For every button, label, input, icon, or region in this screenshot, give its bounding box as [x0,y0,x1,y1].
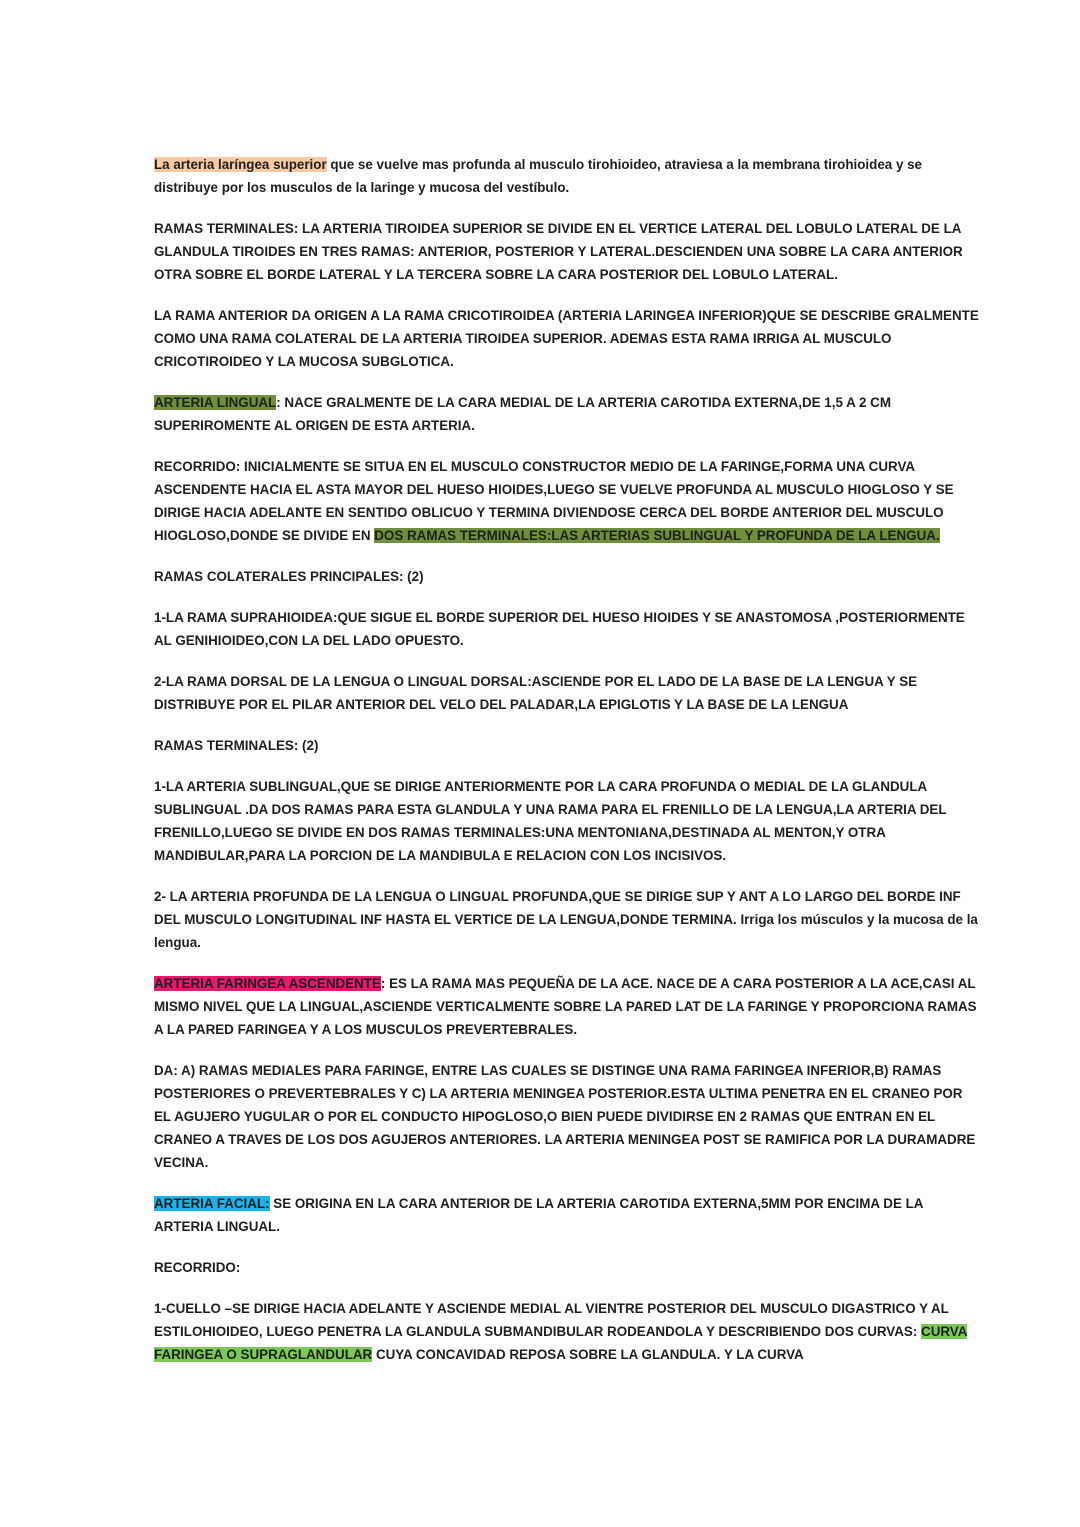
paragraph-terminal-heading: RAMAS TERMINALES: (2) [154,738,319,753]
paragraph-laryngeal-superior [154,153,980,199]
highlight-lingual-artery: ARTERIA LINGUAL [154,395,277,410]
highlight-pharyngeal-curve: CURVA FARINGEA O SUPRAGLANDULAR [154,1324,968,1362]
paragraph-dorsal-lingual-branch: 2-LA RAMA DORSAL DE LA LENGUA O LINGUAL DORSAL:ASCIENDE POR EL LADO DE LA BASE DE LA LENGUA Y SE DISTRIBUYE POR EL PILAR ANTERIOR DEL VELO DEL PALADAR,LA EPIGLOTIS Y LA BASE DE LA LENGUA [154,674,918,712]
paragraph-collateral-heading: RAMAS COLATERALES PRINCIPALES: (2) [154,569,424,584]
paragraph-course-heading: RECORRIDO: [154,1260,241,1275]
highlight-ascending-pharyngeal: ARTERIA FARINGEA ASCENDENTE [154,976,381,991]
paragraph-text: que se vuelve mas profunda al musculo tirohioideo, atraviesa a la membrana tirohioidea y se distribuye por los musculos de la laringe y mucosa del vestíbulo. [154,157,923,195]
paragraph-lingual-artery [154,391,980,437]
paragraph-sublingual-artery: 1-LA ARTERIA SUBLINGUAL,QUE SE DIRIGE ANTERIORMENTE POR LA CARA PROFUNDA O MEDIAL DE LA GLANDULA SUBLINGUAL .DA DOS RAMAS PARA ESTA GLANDULA Y UNA RAMA PARA EL FRENILLO DE LA LENGUA,LA ARTERIA DEL FRENILLO,LUEGO SE DIVIDE EN DOS RAMAS TERMINALES:UNA MENTONIANA,DESTINADA AL MENTON,Y OTRA MANDIBULAR,PARA LA PORCION DE LA MANDIBULA E RELACION CON LOS INCISIVOS. [154,779,947,863]
paragraph-facial-artery [154,1192,980,1238]
paragraph-text: 1-CUELLO –SE DIRIGE HACIA ADELANTE Y ASCIENDE MEDIAL AL VIENTRE POSTERIOR DEL MUSCULO DIGASTRICO Y AL ESTILOHIOIDEO, LUEGO PENETRA LA GLANDULA SUBMANDIBULAR RODEANDOLA Y DESCRIBIENDO DOS CURVAS: [154,1301,949,1339]
paragraph-pharyngeal-branches: DA: A) RAMAS MEDIALES PARA FARINGE, ENTRE LAS CUALES SE DISTINGE UNA RAMA FARINGEA INFERIOR,B) RAMAS POSTERIORES O PREVERTEBRALES Y C) LA ARTERIA MENINGEA POSTERIOR.ESTA ULTIMA PENETRA EN EL CRANEO POR EL AGUJERO YUGULAR O POR EL CONDUCTO HIPOGLOSO,O BIEN PUEDE DIVIDIRSE EN 2 RAMAS QUE ENTRAN EN EL CRANEO A TRAVES DE LOS DOS AGUJEROS ANTERIORES. LA ARTERIA MENINGEA POST SE RAMIFICA POR LA DURAMADRE VECINA. [154,1063,976,1170]
document-page [154,153,980,1384]
paragraph-ascending-pharyngeal [154,972,980,1041]
paragraph-deep-lingual-artery: 2- LA ARTERIA PROFUNDA DE LA LENGUA O LINGUAL PROFUNDA,QUE SE DIRIGE SUP Y ANT A LO LARGO DEL BORDE INF DEL MUSCULO LONGITUDINAL INF HASTA EL VERTICE DE LA LENGUA,DONDE TERMINA. Irriga los músculos y la mucosa de la lengua. [154,889,978,950]
paragraph-suprahyoid-branch: 1-LA RAMA SUPRAHIOIDEA:QUE SIGUE EL BORDE SUPERIOR DEL HUESO HIOIDES Y SE ANASTOMOSA ,POSTERIORMENTE AL GENIHIOIDEO,CON LA DEL LADO OPUESTO. [154,610,965,648]
highlight-lingual-terminal-branches: DOS RAMAS TERMINALES:LAS ARTERIAS SUBLINGUAL Y PROFUNDA DE LA LENGUA. [374,528,940,543]
paragraph-anterior-branch: LA RAMA ANTERIOR DA ORIGEN A LA RAMA CRICOTIROIDEA (ARTERIA LARINGEA INFERIOR)QUE SE DESCRIBE GRALMENTE COMO UNA RAMA COLATERAL DE LA ARTERIA TIROIDEA SUPERIOR. ADEMAS ESTA RAMA IRRIGA AL MUSCULO CRICOTIROIDEO Y LA MUCOSA SUBGLOTICA. [154,308,979,369]
paragraph-terminal-branches-thyroid: RAMAS TERMINALES: LA ARTERIA TIROIDEA SUPERIOR SE DIVIDE EN EL VERTICE LATERAL DEL LOBULO LATERAL DE LA GLANDULA TIROIDES EN TRES RAMAS: ANTERIOR, POSTERIOR Y LATERAL.DESCIENDEN UNA SOBRE LA CARA ANTERIOR OTRA SOBRE EL BORDE LATERAL Y LA TERCERA SOBRE LA CARA POSTERIOR DEL LOBULO LATERAL. [154,221,963,282]
paragraph-text-after: CUYA CONCAVIDAD REPOSA SOBRE LA GLANDULA. Y LA CURVA [372,1347,804,1362]
paragraph-neck-course [154,1297,980,1366]
paragraph-lingual-course [154,455,980,547]
paragraph-text: RECORRIDO: INICIALMENTE SE SITUA EN EL MUSCULO CONSTRUCTOR MEDIO DE LA FARINGE,FORMA UNA CURVA ASCENDENTE HACIA EL ASTA MAYOR DEL HUESO HIOIDES,LUEGO SE VUELVE PROFUNDA AL MUSCULO HIOGLOSO Y SE DIRIGE HACIA ADELANTE EN SENTIDO OBLICUO Y TERMINA DIVIENDOSE CERCA DEL BORDE ANTERIOR DEL MUSCULO HIOGLOSO,DONDE SE DIVIDE EN [154,459,954,543]
paragraph-text: SE ORIGINA EN LA CARA ANTERIOR DE LA ARTERIA CAROTIDA EXTERNA,5MM POR ENCIMA DE LA ARTERIA LINGUAL. [154,1196,923,1234]
highlight-facial-artery: ARTERIA FACIAL: [154,1196,270,1211]
highlight-laryngeal-superior: La arteria laríngea superior [154,157,327,172]
paragraph-text: : NACE GRALMENTE DE LA CARA MEDIAL DE LA ARTERIA CAROTIDA EXTERNA,DE 1,5 A 2 CM SUPERIROMENTE AL ORIGEN DE ESTA ARTERIA. [154,395,891,433]
paragraph-text: : ES LA RAMA MAS PEQUEÑA DE LA ACE. NACE DE A CARA POSTERIOR A LA ACE,CASI AL MISMO NIVEL QUE LA LINGUAL,ASCIENDE VERTICALMENTE SOBRE LA PARED LAT DE LA FARINGE Y PROPORCIONA RAMAS A LA PARED FARINGEA Y A LOS MUSCULOS PREVERTEBRALES. [154,976,977,1037]
